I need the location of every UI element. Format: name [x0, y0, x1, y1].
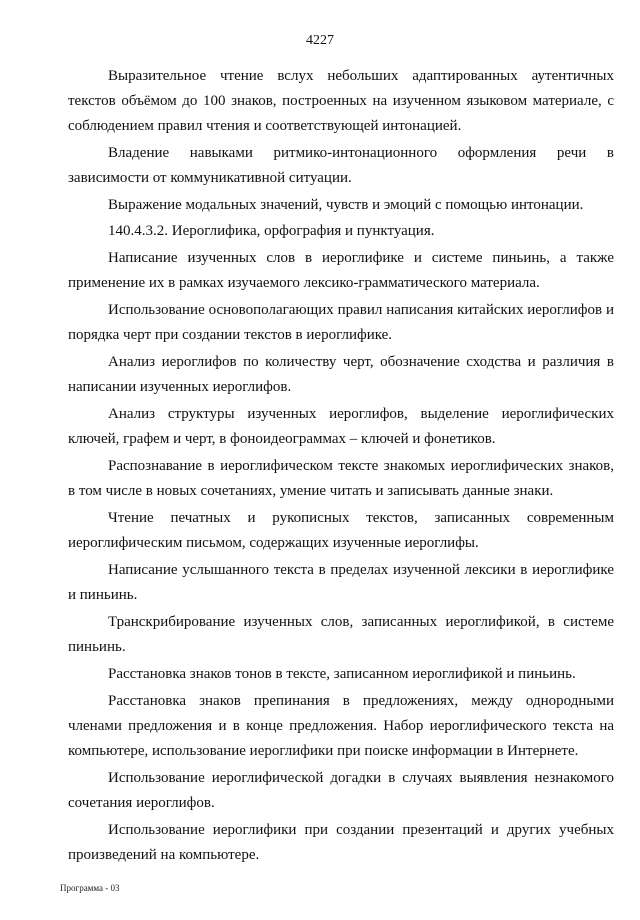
- paragraph: [68, 818, 614, 868]
- paragraph: [68, 454, 614, 504]
- paragraph-line: Транскрибирование изученных слов, записанных иероглификой, в системе: [108, 614, 614, 630]
- paragraph-line: Анализ структуры изученных иероглифов, выделение иероглифических: [108, 406, 614, 422]
- paragraph-line: Анализ иероглифов по количеству черт, обозначение сходства и различия: [108, 354, 601, 370]
- paragraph-line: и порядка черт при создании текстов в иероглифике.: [68, 302, 614, 343]
- paragraph: [68, 64, 614, 139]
- paragraph: [68, 506, 614, 556]
- paragraph: [68, 662, 614, 687]
- paragraph: [68, 193, 614, 218]
- paragraph-line: и пиньинь.: [68, 587, 138, 603]
- paragraph-line: Чтение печатных и рукописных текстов, записанных современным: [108, 510, 614, 526]
- paragraph-line: членами предложения и в конце предложения. Набор иероглифического текста: [68, 718, 594, 734]
- paragraph-line: ключей, графем и черт, в фоноидеограммах – ключей и фонетиков.: [68, 431, 496, 447]
- paragraph: [68, 246, 614, 296]
- paragraph-line: а также применение их в рамках изучаемого лексико-грамматического материала.: [68, 250, 615, 291]
- paragraph-line: Использование иероглифической догадки в случаях выявления незнакомого: [108, 770, 614, 786]
- paragraph: [68, 558, 614, 608]
- paragraph: [68, 766, 614, 816]
- page-footer: Программа - 03: [60, 883, 120, 893]
- paragraph-line: пиньинь.: [68, 639, 126, 655]
- paragraph: [68, 402, 614, 452]
- paragraph-line: Использование основополагающих правил написания китайских иероглифов: [108, 302, 603, 318]
- paragraph-line: Выразительное чтение вслух небольших адаптированных аутентичных текстов: [68, 68, 614, 109]
- paragraph-line: Распознавание в иероглифическом тексте знакомых иероглифических знаков,: [108, 458, 614, 474]
- paragraph: [68, 141, 614, 191]
- paragraph-line: с соблюдением правил чтения и соответствующей интонацией.: [68, 93, 615, 134]
- paragraph: [68, 298, 614, 348]
- paragraph-line: в том числе в новых сочетаниях, умение читать и записывать данные знаки.: [68, 483, 554, 499]
- paragraph-line: сочетания иероглифов.: [68, 795, 215, 811]
- paragraph-line: Расстановка знаков тонов в тексте, записанном иероглификой и пиньинь.: [108, 666, 576, 682]
- paragraph: [68, 610, 614, 660]
- paragraph-line: Использование иероглифики при создании презентаций и других учебных: [108, 822, 614, 838]
- paragraph: [68, 350, 614, 400]
- section-heading: [68, 219, 614, 244]
- paragraph-line: Расстановка знаков препинания в предложениях, между однородными: [108, 693, 614, 709]
- paragraph-line: в написании изученных иероглифов.: [68, 354, 614, 395]
- document-body: [68, 64, 614, 868]
- paragraph: [68, 689, 614, 764]
- paragraph-line: на компьютере, использование иероглифики при поиске информации в Интернете.: [68, 718, 615, 759]
- paragraph-line: 140.4.3.2. Иероглифика, орфография и пунктуация.: [108, 223, 435, 239]
- paragraph-line: от коммуникативной ситуации.: [152, 170, 352, 186]
- page-number: 4227: [306, 33, 334, 48]
- paragraph-line: иероглифическим письмом, содержащих изученные иероглифы.: [68, 535, 479, 551]
- paragraph-line: объёмом до 100 знаков, построенных на изученном языковом материале,: [121, 93, 602, 109]
- paragraph-line: Владение навыками ритмико-интонационного оформления речи в зависимости: [68, 145, 614, 186]
- paragraph-line: произведений на компьютере.: [68, 847, 260, 863]
- paragraph-line: Выражение модальных значений, чувств и эмоций с помощью интонации.: [108, 197, 584, 213]
- paragraph-line: Написание услышанного текста в пределах изученной лексики в иероглифике: [108, 562, 614, 578]
- paragraph-line: Написание изученных слов в иероглифике и системе пиньинь,: [108, 250, 550, 266]
